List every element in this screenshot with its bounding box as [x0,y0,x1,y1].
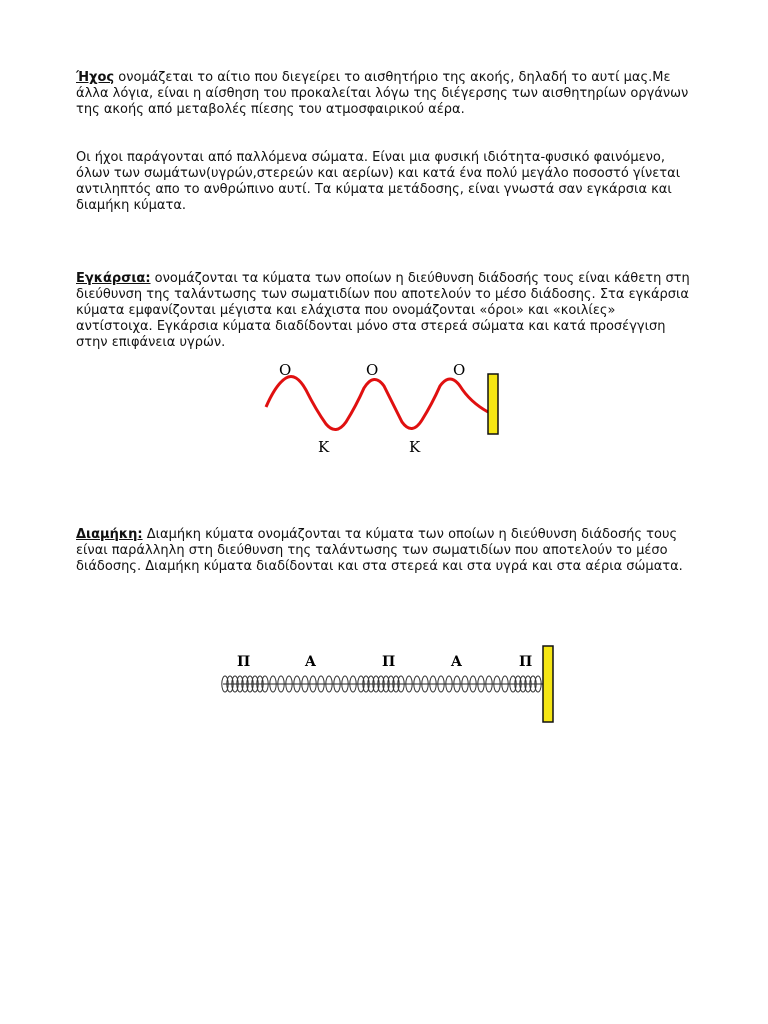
label-compression-2: Π [382,654,396,670]
longitudinal-wave-diagram [205,640,565,730]
sources-paragraph [76,150,696,214]
transverse-wave-figure [252,360,516,480]
crest-label-3: Ο [453,361,466,379]
transverse-wave-curve [266,377,488,430]
transverse-text: ονομάζονται τα κύματα των οποίων η διεύθυνση διάδοσής τους είναι κάθετη στη διεύθυνση της ταλάντωσης των σωματιδίων που αποτελούν το μέσο διάδοσης. Στα εγκάρσια κύματα εμφανίζονται μέγιστα και ελάχιστα που ονομάζονται «όροι» και «κοιλίες» αντίστοιχα. Εγκάρσια κύματα διαδίδονται μόνο στα στερεά σώματα και κατά προσέγγιση στην επιφάνεια υγρών. [76,271,690,350]
transverse-paragraph [76,271,696,351]
trough-label-1: Κ [318,438,330,456]
intro-paragraph [76,70,696,118]
label-compression-1: Π [237,654,251,670]
crest-label-1: Ο [279,361,292,379]
longitudinal-text: Διαμήκη κύματα ονομάζονται τα κύματα των οποίων η διεύθυνση διάδοσής τους είναι παράλληλη στη διεύθυνση της ταλάντωσης των σωματιδίων που αποτελούν το μέσο διάδοσης. Διαμήκη κύματα διαδίδονται και στα στερεά και στα υγρά και στα αέρια σώματα. [76,527,683,574]
term-longitudinal: Διαμήκη: [76,527,143,542]
longitudinal-wall [543,646,553,722]
longitudinal-paragraph [76,527,696,575]
transverse-wall [488,374,498,434]
term-transverse: Εγκάρσια: [76,271,151,286]
label-compression-3: Π [519,654,533,670]
term-sound: Ήχος [76,70,115,85]
trough-label-2: Κ [409,438,421,456]
label-rarefaction-1: Α [305,654,316,670]
intro-text: ονομάζεται το αίτιο που διεγείρει το αισθητήριο της ακοής, δηλαδή το αυτί μας.Με άλλα λόγια, είναι η αίσθηση του προκαλείται λόγω της διέγερσης των αισθητηρίων οργάνων της ακοής από μεταβολές πίεσης του ατμοσφαιρικού αέρα. [76,70,689,117]
transverse-wave-diagram [252,360,516,480]
spring-coils [222,676,543,692]
label-rarefaction-2: Α [451,654,462,670]
crest-label-2: Ο [366,361,379,379]
longitudinal-wave-figure [205,640,565,730]
sources-text: Οι ήχοι παράγονται από παλλόμενα σώματα. Είναι μια φυσική ιδιότητα-φυσικό φαινόμενο, όλων των σωμάτων(υγρών,στερεών και αερίων) και κατά ένα πολύ μεγάλο ποσοστό γίνεται αντιληπτός απο το ανθρώπινο αυτί. Τα κύματα μετάδοσης, είναι γνωστά σαν εγκάρσια και διαμήκη κύματα. [76,150,681,213]
